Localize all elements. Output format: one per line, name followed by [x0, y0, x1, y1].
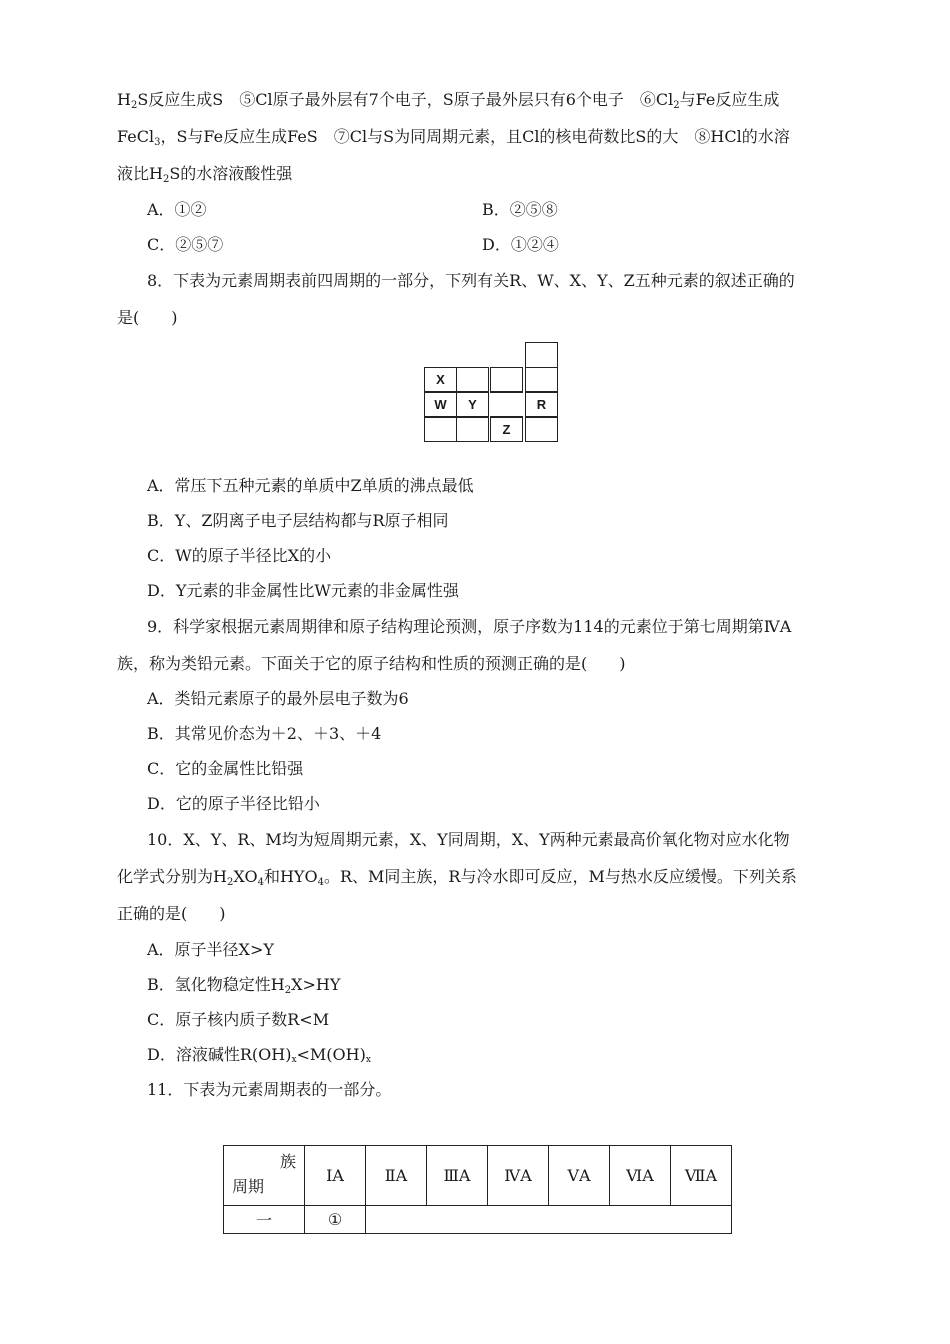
group-header: ⅣA	[488, 1146, 549, 1206]
q7-stem-line-1: $H_2S$反应生成S ⑤Cl原子最外层有7个电子，S原子最外层只有6个电子 $⑥Cl_2$与Fe反应生成	[117, 90, 780, 111]
grid-cell-z: Z	[490, 417, 523, 442]
grid-cell	[490, 367, 523, 392]
table-header-row	[224, 1146, 732, 1206]
q7-option-a: A．①②	[147, 200, 207, 219]
table-corner-cell	[224, 1146, 305, 1206]
q10-option-a: A．原子半径X>Y	[147, 940, 274, 959]
grid-cell	[456, 417, 489, 442]
q9-option-b: B．其常见价态为＋2、＋3、＋4	[147, 724, 382, 743]
table-cell-empty	[366, 1206, 732, 1234]
corner-period-label: 周期	[232, 1177, 265, 1196]
grid-cell-r: R	[525, 392, 558, 417]
corner-group-label: 族	[279, 1152, 296, 1171]
q9-stem-line-1: 9．科学家根据元素周期律和原子结构理论预测，原子序数为114的元素位于第七周期第ⅣA	[147, 617, 792, 636]
group-header: ⅠA	[305, 1146, 366, 1206]
q10-option-c: C．原子核内质子数R<M	[147, 1010, 330, 1029]
q8-option-a: A．常压下五种元素的单质中Z单质的沸点最低	[147, 476, 474, 495]
q7-option-b: B．②⑤⑧	[482, 200, 558, 219]
q10-stem-line-3: 正确的是( )	[117, 904, 226, 923]
q8-stem-line-2: 是( )	[117, 308, 178, 327]
q9-option-c: C．它的金属性比铅强	[147, 759, 304, 778]
grid-cell	[490, 392, 523, 417]
q8-stem-line-1: 8．下表为元素周期表前四周期的一部分，下列有关R、W、X、Y、Z五种元素的叙述正确的	[147, 271, 795, 290]
q7-option-d: D．①②④	[482, 235, 559, 254]
table-cell: ①	[305, 1206, 366, 1234]
q11-stem-line-1: 11．下表为元素周期表的一部分。	[147, 1080, 392, 1099]
group-header: ⅦA	[671, 1146, 732, 1206]
q9-option-a: A．类铅元素原子的最外层电子数为6	[147, 689, 409, 708]
group-header: ⅥA	[610, 1146, 671, 1206]
table-row	[224, 1206, 732, 1234]
grid-cell-x: X	[424, 367, 457, 392]
period-label: 一	[224, 1206, 305, 1234]
q10-stem-line-1: 10．X、Y、R、M均为短周期元素，X、Y同周期，X、Y两种元素最高价氧化物对应水化物	[147, 830, 790, 849]
grid-cell	[525, 367, 558, 392]
grid-cell	[456, 367, 489, 392]
q7-stem-line-2: FeCl$_3$，S与Fe反应生成FeS ⑦Cl与S为同周期元素，且Cl的核电荷数比S的大 ⑧HCl的水溶	[117, 127, 790, 148]
grid-cell-top	[525, 342, 558, 368]
q9-option-d: D．它的原子半径比铅小	[147, 794, 320, 813]
q7-option-c: C．②⑤⑦	[147, 235, 224, 254]
q10-option-b: B．氢化物稳定性$H_2X>HY$	[147, 975, 341, 996]
q8-option-d: D．Y元素的非金属性比W元素的非金属性强	[147, 581, 459, 600]
q8-option-b: B．Y、Z阴离子电子层结构都与R原子相同	[147, 511, 449, 530]
q7-stem-line-3: 液比$H_2S$的水溶液酸性强	[117, 164, 293, 185]
q9-stem-line-2: 族，称为类铅元素。下面关于它的原子结构和性质的预测正确的是( )	[117, 654, 626, 673]
q10-option-d: D．溶液碱性$R(OH)_x<M(OH)_x$	[147, 1045, 371, 1065]
grid-cell	[424, 417, 457, 442]
group-header: ⅢA	[427, 1146, 488, 1206]
q8-option-c: C．W的原子半径比X的小	[147, 546, 332, 565]
grid-cell-y: Y	[456, 392, 489, 417]
element-grid-figure	[424, 342, 559, 443]
group-header: ⅤA	[549, 1146, 610, 1206]
grid-cell-w: W	[424, 392, 457, 417]
q10-stem-line-2: 化学式分别为$H_2XO_4$和$HYO_4$。R、M同主族，R与冷水即可反应，M与热水反应缓慢。下列关系	[117, 867, 797, 888]
periodic-table	[223, 1145, 732, 1234]
group-header: ⅡA	[366, 1146, 427, 1206]
grid-cell	[525, 417, 558, 442]
